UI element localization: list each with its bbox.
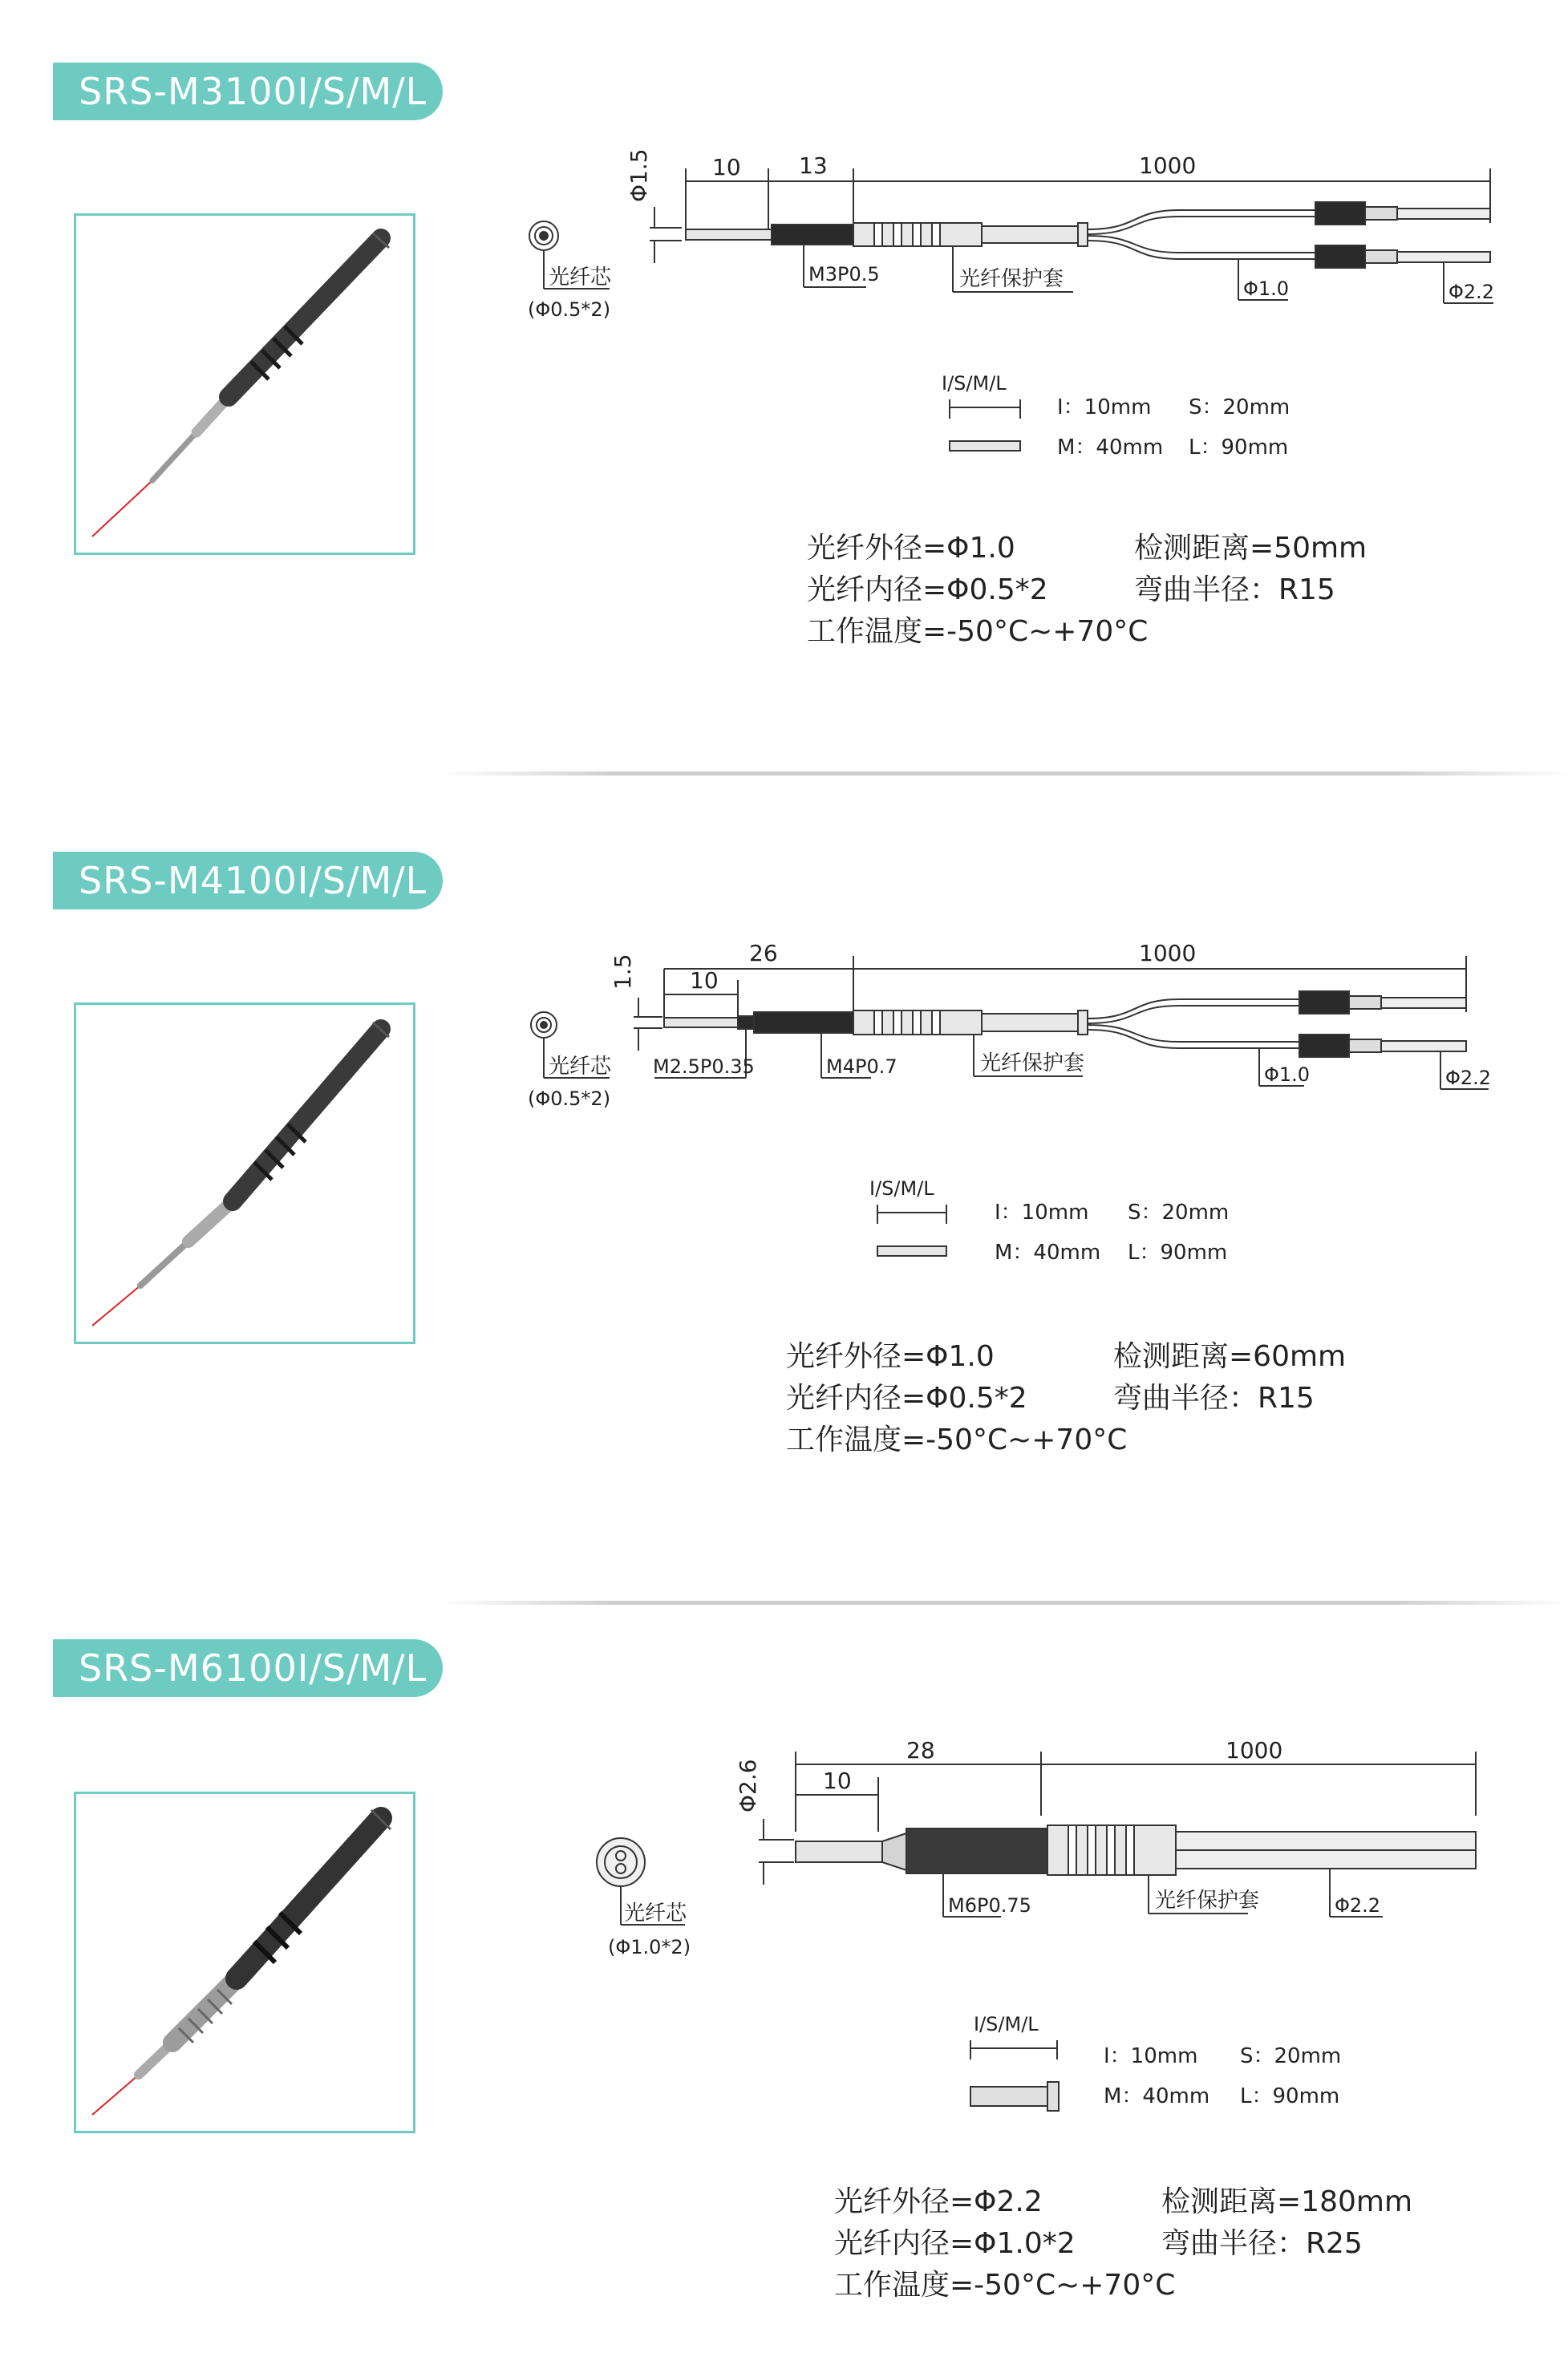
label-sleeve: 光纤保护套 (980, 1051, 1085, 1075)
spec-temperature: 工作温度=-50°C~+70°C (834, 2269, 1176, 2302)
variant-s: S：20mm (1189, 395, 1290, 419)
dim-cable-length: 1000 (1139, 940, 1197, 966)
variant-title: I/S/M/L (942, 372, 1007, 395)
fiber-probe-image (76, 1005, 413, 1342)
label-core: 光纤芯 (624, 1901, 687, 1926)
label-fiber-dia: Φ1.0 (1243, 277, 1290, 300)
dim-length-b: 28 (906, 1737, 935, 1764)
label-end-dia: Φ2.2 (1335, 1894, 1381, 1917)
dim-tip-diameter: 1.5 (610, 954, 636, 990)
variant-title: I/S/M/L (869, 1177, 934, 1200)
variant-legend (866, 1172, 1315, 1277)
label-thread: M4P0.7 (826, 1055, 897, 1078)
dim-length-b: 26 (749, 940, 778, 966)
spec-detect-distance: 检测距离=180mm (1161, 2185, 1413, 2218)
label-core: 光纤芯 (549, 1055, 612, 1079)
spec-temperature: 工作温度=-50°C~+70°C (807, 615, 1149, 648)
variant-s: S：20mm (1240, 2044, 1342, 2068)
spec-temperature: 工作温度=-50°C~+70°C (786, 1424, 1128, 1456)
fiber-probe-image (76, 1794, 413, 2131)
section-divider (441, 772, 1568, 776)
label-end-dia: Φ2.2 (1448, 281, 1495, 303)
label-thread-small: M2.5P0.35 (653, 1055, 755, 1078)
spec-inner-diameter: 光纤内径=Φ1.0*2 (834, 2227, 1076, 2260)
model-title: SRS-M4100I/S/M/L (53, 852, 443, 909)
spec-outer-diameter: 光纤外径=Φ1.0 (807, 532, 1015, 565)
variant-l: L：90mm (1189, 435, 1289, 460)
spec-block (786, 1336, 1428, 1464)
model-title: SRS-M3100I/S/M/L (53, 63, 443, 120)
dim-cable-length: 1000 (1226, 1737, 1283, 1764)
variant-i: I：10mm (995, 1201, 1089, 1225)
spec-block (834, 2181, 1476, 2310)
dim-length-a: 10 (712, 154, 741, 180)
dimension-drawing (513, 940, 1508, 1148)
dimension-drawing (513, 151, 1508, 359)
core-diagram (585, 1829, 730, 1989)
spec-bend-radius: 弯曲半径：R25 (1161, 2227, 1363, 2260)
product-photo (74, 213, 415, 555)
section-m4100 (0, 852, 1568, 1573)
dim-length-b: 13 (799, 152, 828, 179)
dim-cable-length: 1000 (1139, 152, 1197, 179)
section-divider (441, 1601, 1568, 1605)
label-sleeve: 光纤保护套 (1155, 1889, 1260, 1913)
spec-block (807, 528, 1448, 656)
variant-l: L：90mm (1240, 2084, 1340, 2108)
label-core-spec: (Φ0.5*2) (528, 1087, 611, 1110)
variant-m: M：40mm (995, 1241, 1101, 1265)
label-core-spec: (Φ0.5*2) (528, 298, 611, 321)
spec-bend-radius: 弯曲半径：R15 (1113, 1382, 1315, 1415)
label-sleeve: 光纤保护套 (959, 267, 1064, 291)
spec-detect-distance: 检测距离=60mm (1113, 1340, 1347, 1373)
variant-legend (962, 2008, 1412, 2128)
product-photo (74, 1002, 415, 1344)
model-title: SRS-M6100I/S/M/L (53, 1639, 443, 1697)
spec-outer-diameter: 光纤外径=Φ1.0 (786, 1340, 995, 1373)
dim-tip-diameter: Φ1.5 (626, 151, 652, 202)
section-m6100 (0, 1639, 1568, 2353)
variant-m: M：40mm (1057, 435, 1164, 460)
dim-tip-diameter: Φ2.6 (735, 1759, 761, 1812)
section-m3100 (0, 63, 1568, 784)
fiber-probe-image (76, 216, 413, 553)
variant-s: S：20mm (1128, 1201, 1230, 1225)
label-core-spec: (Φ1.0*2) (608, 1936, 691, 1958)
variant-i: I：10mm (1104, 2044, 1198, 2068)
dim-length-a: 10 (823, 1768, 852, 1794)
label-thread: M3P0.5 (808, 263, 880, 286)
spec-inner-diameter: 光纤内径=Φ0.5*2 (786, 1382, 1027, 1415)
label-end-dia: Φ2.2 (1445, 1067, 1492, 1089)
product-photo (74, 1792, 415, 2133)
label-core: 光纤芯 (549, 265, 612, 290)
label-fiber-dia: Φ1.0 (1264, 1063, 1311, 1086)
variant-l: L：90mm (1128, 1241, 1228, 1265)
spec-outer-diameter: 光纤外径=Φ2.2 (834, 2185, 1043, 2218)
label-thread: M6P0.75 (948, 1894, 1031, 1917)
variant-m: M：40mm (1104, 2084, 1210, 2108)
variant-title: I/S/M/L (974, 2013, 1039, 2035)
spec-bend-radius: 弯曲半径：R15 (1134, 573, 1335, 606)
variant-i: I：10mm (1057, 395, 1152, 419)
spec-inner-diameter: 光纤内径=Φ0.5*2 (807, 573, 1048, 606)
dim-length-a: 10 (690, 967, 719, 994)
variant-legend (938, 367, 1388, 472)
spec-detect-distance: 检测距离=50mm (1134, 532, 1367, 565)
